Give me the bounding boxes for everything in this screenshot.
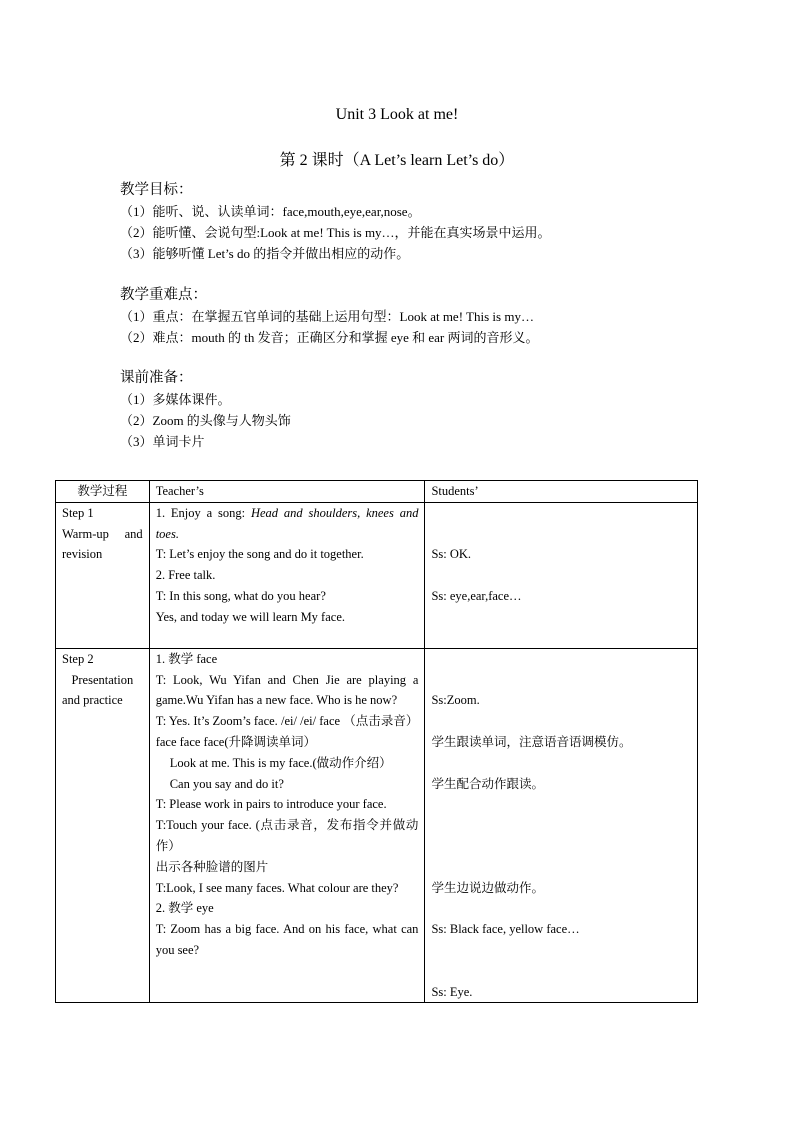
step2-number: Step 2	[62, 651, 94, 666]
step2-name-line: and practice	[62, 693, 123, 708]
step1-teacher-line: Yes, and today we will learn My face.	[155, 609, 345, 624]
step1-teacher-line: T: In this song, what do you hear?	[155, 588, 326, 603]
step2-teacher-line: 2. 教学 eye	[155, 901, 214, 916]
song-title: Head and shoulders, knees and toes.	[155, 505, 419, 541]
step2-teacher-line: Look at me. This is my face.(做动作介绍）	[169, 755, 392, 770]
song-prefix: 1. Enjoy a song:	[155, 505, 251, 520]
step2-teacher-line: T: Zoom has a big face. And on his face, what can you see?	[155, 922, 419, 957]
step2-teacher-line: T:Look, I see many faces. What colour are they?	[155, 880, 399, 895]
step1-teacher-cell	[149, 502, 425, 648]
step2-student-line: 学生配合动作跟读。	[431, 776, 544, 791]
preparation-item: （3）单词卡片	[120, 434, 205, 449]
step2-students-cell	[425, 648, 698, 1003]
objectives-section	[120, 180, 551, 264]
step2-student-line: Ss:Zoom.	[431, 693, 480, 708]
step1-student-line: Ss: OK.	[431, 547, 472, 562]
key-points-section	[120, 285, 539, 348]
step2-teacher-cell	[149, 648, 425, 1003]
objective-item: （2）能听懂、会说句型:Look at me! This is my…，并能在真实场景中运用。	[120, 225, 551, 240]
preparation-item: （2）Zoom 的头像与人物头饰	[120, 413, 291, 428]
step2-student-line: 学生边说边做动作。	[431, 880, 544, 895]
step2-teacher-line: T: Please work in pairs to introduce your face.	[155, 797, 387, 812]
step2-teacher-line: T: Look, Wu Yifan and Chen Jie are playing a game.Wu Yifan has a new face. Who is he now?	[155, 672, 419, 708]
header-procedure: 教学过程	[56, 481, 150, 503]
key-point-item: （2）难点：mouth 的 th 发音；正确区分和掌握 eye 和 ear 两词的音形义。	[120, 330, 539, 345]
step2-teacher-line: 1. 教学 face	[155, 651, 218, 666]
step2-student-line: Ss: Black face, yellow face…	[431, 922, 580, 937]
objective-item: （1）能听、说、认读单词：face,mouth,eye,ear,nose。	[120, 204, 421, 219]
step1-teacher-line: 2. Free talk.	[155, 568, 216, 583]
step2-student-line: Ss: Eye.	[431, 984, 473, 999]
header-students: Students’	[425, 481, 698, 503]
header-teacher: Teacher’s	[149, 481, 425, 503]
step1-student-line: Ss: eye,ear,face…	[431, 588, 522, 603]
step1-name: Warm-up and revision	[62, 526, 143, 562]
key-points-heading: 教学重难点：	[120, 287, 207, 303]
objectives-heading: 教学目标：	[120, 182, 193, 198]
step1-number: Step 1	[62, 505, 94, 520]
table-row-step2	[56, 648, 698, 1003]
preparation-item: （1）多媒体课件。	[120, 392, 231, 407]
key-point-item: （1）重点：在掌握五官单词的基础上运用句型：Look at me! This is my…	[120, 309, 534, 324]
preparation-heading: 课前准备：	[120, 370, 193, 386]
page-title: Unit 3 Look at me!	[335, 106, 459, 123]
step2-name-line: Presentation	[71, 672, 134, 687]
table-header-row	[56, 481, 698, 503]
table-row-step1	[56, 502, 698, 648]
lesson-subtitle: 第 2 课时（A Let’s learn Let’s do）	[279, 152, 515, 169]
lesson-procedure-table	[55, 480, 698, 1003]
step2-teacher-line: T: Yes. It’s Zoom’s face. /ei/ /ei/ face （点击录音） face face face(升降调读单词）	[155, 714, 419, 749]
step2-teacher-line: 出示各种脸谱的图片	[155, 859, 269, 874]
objective-item: （3）能够听懂 Let’s do 的指令并做出相应的动作。	[120, 246, 410, 261]
step2-teacher-line: Can you say and do it?	[169, 776, 284, 791]
step1-label-cell	[56, 502, 150, 648]
step1-students-cell	[425, 502, 698, 648]
step2-teacher-line: T:Touch your face. (点击录音，发布指令并做动作）	[155, 818, 419, 853]
preparation-section	[120, 368, 291, 452]
step1-teacher-line: T: Let’s enjoy the song and do it together.	[155, 547, 364, 562]
step2-student-line: 学生跟读单词，注意语音语调模仿。	[431, 734, 632, 749]
step2-label-cell	[56, 648, 150, 1003]
step1-teacher-line	[156, 503, 419, 545]
